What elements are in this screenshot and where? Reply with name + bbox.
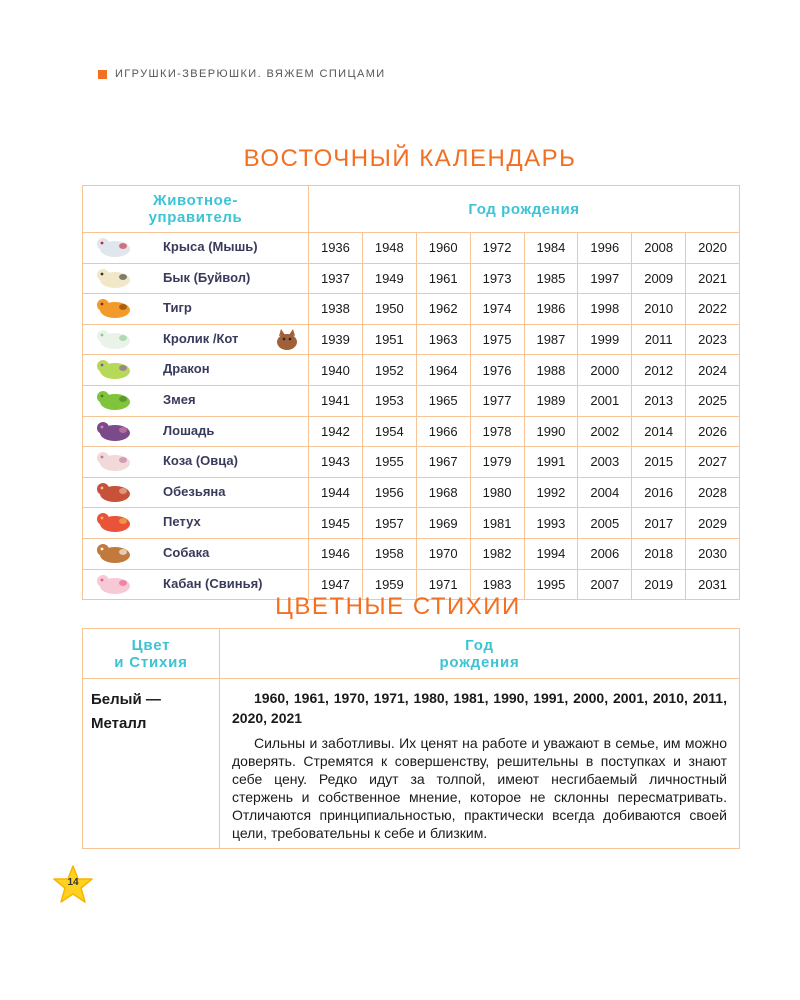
year-cell: 1980 [470,477,524,508]
table-row [83,263,740,294]
animal-name: Крыса (Мышь) [163,239,258,254]
year-cell: 1969 [416,508,470,539]
table-row [83,324,740,355]
year-cell: 1974 [470,294,524,325]
year-cell: 1975 [470,324,524,355]
year-cell: 1982 [470,538,524,569]
animal-cell [83,324,309,355]
year-cell: 1977 [470,385,524,416]
ox-icon [93,266,135,290]
year-cell: 1947 [309,569,363,600]
year-cell: 1990 [524,416,578,447]
animal-cell [83,538,309,569]
year-cell: 2001 [578,385,632,416]
animal-cell [83,416,309,447]
eastern-calendar-table [82,185,740,600]
animal-name: Коза (Овца) [163,453,238,469]
year-cell: 2030 [686,538,740,569]
year-cell: 2023 [686,324,740,355]
animal-name: Змея [163,391,196,407]
year-cell: 2012 [632,355,686,386]
animal-name: Лошадь [163,422,215,438]
year-cell: 1989 [524,385,578,416]
year-cell: 1984 [524,233,578,264]
year-cell: 1937 [309,263,363,294]
table-row [83,233,740,264]
year-cell: 1957 [362,508,416,539]
year-cell: 2000 [578,355,632,386]
year-cell: 2006 [578,538,632,569]
table-row [83,385,740,416]
animal-cell [83,233,309,264]
elements-header-row [83,629,740,679]
year-cell: 1965 [416,385,470,416]
year-cell: 1983 [470,569,524,600]
year-cell: 1976 [470,355,524,386]
col-animal-header: Животное- управитель [83,186,309,233]
year-cell: 1996 [578,233,632,264]
element-years: 1960, 1961, 1970, 1971, 1980, 1981, 1990, 1991, 2000, 2001, 2010, 2011, 2020, 2021 [232,690,727,726]
dragon-icon [93,357,135,381]
year-cell: 1959 [362,569,416,600]
table-row [83,679,740,849]
rabbit-icon [93,327,135,351]
year-cell: 2027 [686,447,740,478]
year-cell: 2015 [632,447,686,478]
year-cell: 1950 [362,294,416,325]
year-cell: 1939 [309,324,363,355]
year-cell: 2019 [632,569,686,600]
table-row [83,416,740,447]
year-cell: 1994 [524,538,578,569]
year-cell: 2010 [632,294,686,325]
year-cell: 1942 [309,416,363,447]
monkey-icon [93,480,135,504]
year-cell: 2028 [686,477,740,508]
year-cell: 1964 [416,355,470,386]
year-cell: 2021 [686,263,740,294]
year-cell: 2011 [632,324,686,355]
calendar-header-row [83,186,740,233]
year-cell: 1985 [524,263,578,294]
animal-cell [83,355,309,386]
animal-name: Тигр [163,300,192,316]
year-cell: 1998 [578,294,632,325]
year-cell: 2004 [578,477,632,508]
year-cell: 1997 [578,263,632,294]
year-cell: 1978 [470,416,524,447]
year-cell: 2020 [686,233,740,264]
cat-icon [274,327,300,351]
year-cell: 1992 [524,477,578,508]
year-cell: 2009 [632,263,686,294]
animal-name: Кабан (Свинья) [163,575,263,591]
table-row [83,477,740,508]
year-cell: 1948 [362,233,416,264]
table-row [83,294,740,325]
col-years-header: Год рождения [309,186,740,233]
tiger-icon [93,296,135,320]
animal-name: Обезьяна [163,483,226,499]
animal-cell [83,385,309,416]
year-cell: 1962 [416,294,470,325]
year-cell: 1954 [362,416,416,447]
animal-name: Дракон [163,361,210,377]
animal-cell [83,477,309,508]
year-cell: 1951 [362,324,416,355]
year-cell: 1999 [578,324,632,355]
year-cell: 2013 [632,385,686,416]
animal-cell [83,508,309,539]
year-cell: 2031 [686,569,740,600]
year-cell: 1979 [470,447,524,478]
color-elements-table [82,628,740,849]
animal-name: Собака [163,544,210,560]
snake-icon [93,388,135,412]
animal-name: Петух [163,514,201,530]
table-row [83,447,740,478]
year-cell: 1936 [309,233,363,264]
element-name: Белый — Металл [83,679,220,849]
year-cell: 1972 [470,233,524,264]
year-cell: 1991 [524,447,578,478]
table-row [83,355,740,386]
year-cell: 1971 [416,569,470,600]
year-cell: 2002 [578,416,632,447]
year-cell: 1973 [470,263,524,294]
animal-name: Бык (Буйвол) [163,269,251,285]
horse-icon [93,419,135,443]
element-details [220,679,740,849]
animal-name: Кролик /Кот [163,330,239,346]
calendar-title: ВОСТОЧНЫЙ КАЛЕНДАРЬ [243,145,577,172]
year-cell: 1966 [416,416,470,447]
year-cell: 2018 [632,538,686,569]
animal-cell [83,447,309,478]
year-cell: 1970 [416,538,470,569]
year-cell: 1945 [309,508,363,539]
pig-icon [93,572,135,596]
year-cell: 1956 [362,477,416,508]
year-cell: 2005 [578,508,632,539]
year-cell: 1952 [362,355,416,386]
year-cell: 2024 [686,355,740,386]
page-number: 14 [67,877,79,888]
year-cell: 1958 [362,538,416,569]
rat-icon [93,235,135,259]
year-cell: 2026 [686,416,740,447]
year-cell: 1961 [416,263,470,294]
year-cell: 1988 [524,355,578,386]
year-cell: 1946 [309,538,363,569]
year-cell: 1943 [309,447,363,478]
table-row [83,538,740,569]
year-cell: 1938 [309,294,363,325]
animal-cell [83,294,309,325]
goat-icon [93,449,135,473]
year-cell: 1963 [416,324,470,355]
year-cell: 1967 [416,447,470,478]
table-row [83,508,740,539]
year-cell: 2029 [686,508,740,539]
year-cell: 1953 [362,385,416,416]
year-cell: 1955 [362,447,416,478]
year-cell: 2007 [578,569,632,600]
year-cell: 2016 [632,477,686,508]
header-marker-icon [98,70,107,79]
dog-icon [93,541,135,565]
year-cell: 1968 [416,477,470,508]
year-cell: 1949 [362,263,416,294]
rooster-icon [93,510,135,534]
col-year-header: Год рождения [220,629,740,679]
animal-cell [83,263,309,294]
year-cell: 1981 [470,508,524,539]
year-cell: 1986 [524,294,578,325]
year-cell: 2008 [632,233,686,264]
year-cell: 1960 [416,233,470,264]
year-cell: 1995 [524,569,578,600]
header-text: ИГРУШКИ-ЗВЕРЮШКИ. ВЯЖЕМ СПИЦАМИ [115,68,386,80]
element-description: Сильны и заботливы. Их ценят на работе и уважают в семье, им можно доверять. Стремятся к совершенству, решительны в поступках и знают себе цену. Редко идут за толпой, имеют несгибаемый личностный стержень и собственное мнение, которое не склонны пересматривать. Отличаются принципиальностью, практически всегда добиваются своей цели, требовательны к себе и близким. [232,735,727,841]
year-cell: 2003 [578,447,632,478]
year-cell: 2014 [632,416,686,447]
running-header [98,68,386,80]
year-cell: 2022 [686,294,740,325]
year-cell: 2017 [632,508,686,539]
elements-title: ЦВЕТНЫЕ СТИХИИ [275,593,521,620]
year-cell: 2025 [686,385,740,416]
year-cell: 1987 [524,324,578,355]
year-cell: 1941 [309,385,363,416]
year-cell: 1993 [524,508,578,539]
year-cell: 1940 [309,355,363,386]
year-cell: 1944 [309,477,363,508]
col-color-header: Цвет и Стихия [83,629,220,679]
